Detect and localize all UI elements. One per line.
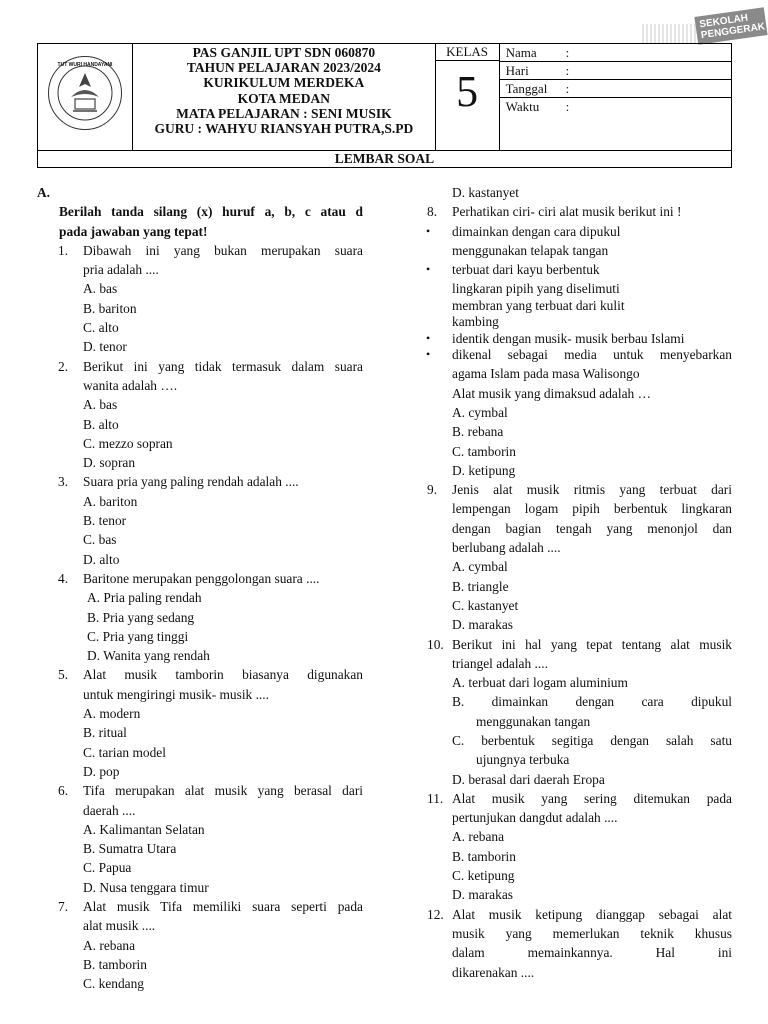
question-text: lingkaran pipih yang diselimuti [452,281,620,297]
question-text: Alat musik ketipung dianggap sebagai alat [452,906,732,922]
question-text: agama Islam pada masa Walisongo [452,366,640,382]
question-line [37,395,363,414]
question-line [37,299,363,318]
info-colon: : [565,81,570,96]
question-line [37,781,363,800]
question-line [37,569,363,588]
question-text: D. marakas [452,617,513,633]
exam-header-table [37,43,732,168]
question-line [426,635,732,654]
question-text: Suara pria yang paling rendah adalah .... [83,474,299,490]
question-line [37,704,363,723]
question-text: membran yang terbuat dari kulit [452,297,625,313]
logo-cell [38,44,133,151]
question-line [426,596,732,615]
bullet-icon: • [426,262,431,277]
question-text: Dibawah ini yang bukan merupakan suara [83,242,363,258]
question-line [426,538,732,557]
question-text: kambing [452,314,499,330]
question-text: identik dengan musik- musik berbau Islami [452,330,685,346]
question-line [426,731,732,750]
question-line [37,376,363,395]
question-line [37,743,363,762]
info-label: Tanggal [505,81,548,96]
question-line [426,692,732,711]
question-line [426,241,732,260]
question-line [426,183,732,202]
question-line [37,723,363,742]
question-line [426,222,732,241]
question-line [426,770,732,789]
bullet-icon: • [426,330,431,345]
question-text: A. bas [83,281,118,297]
right-question-column [426,183,732,982]
question-line [37,974,363,993]
question-text: C. mezzo sopran [83,435,173,451]
question-line [37,665,363,684]
question-text: A. terbuat dari logam aluminium [452,675,628,691]
question-text: dikenal sebagai media untuk menyebarkan [452,347,732,363]
question-line [426,557,732,576]
question-line [37,337,363,356]
question-text: Berikut ini yang tidak termasuk dalam suara [83,358,363,374]
question-number: 12. [427,906,444,922]
question-line [426,750,732,769]
info-label: Hari [505,63,529,78]
question-line [426,615,732,634]
student-info-cell [499,44,731,151]
sheet-label: LEMBAR SOAL [38,151,732,168]
question-line [426,885,732,904]
question-text: pertunjukan dangdut adalah .... [452,810,618,826]
question-text: A. [37,185,51,200]
question-text: dalam memainkannya. Hal ini [452,945,732,961]
question-text: menggunakan tangan [476,713,591,729]
question-text: C. tarian model [83,744,166,760]
question-line [426,789,732,808]
info-row-nama[interactable] [500,44,731,62]
question-line [37,955,363,974]
title-line: TAHUN PELAJARAN 2023/2024 [186,60,381,76]
question-line [37,202,363,221]
question-text: B. ritual [83,725,127,741]
question-line [426,279,732,295]
question-number: 7. [58,898,69,914]
title-line: KURIKULUM MERDEKA [203,75,365,91]
question-text: pria adalah .... [83,262,159,278]
title-cell [133,44,435,151]
question-text: lempengan logam pipih berbentuk lingkaran [452,501,732,517]
question-number: 1. [58,242,69,258]
question-text: triangel adalah .... [452,655,548,671]
question-text: B. Sumatra Utara [83,841,177,857]
question-text: Berilah tanda silang (x) huruf a, b, c atau d [59,204,363,220]
question-line [426,827,732,846]
question-text: D. Wanita yang rendah [87,648,210,664]
question-text: musik yang memerlukan teknik khusus [452,925,732,941]
question-text: D. tenor [83,339,127,355]
question-text: B. Pria yang sedang [87,609,195,625]
question-text: Alat musik yang dimaksud adalah … [452,385,651,401]
question-line [37,588,363,607]
question-number: 2. [58,358,69,374]
question-line [37,936,363,955]
question-text: pada jawaban yang tepat! [59,223,208,239]
title-line: KOTA MEDAN [237,90,331,106]
question-number: 6. [58,783,69,799]
question-line [37,858,363,877]
question-text: C. alto [83,320,119,336]
question-text: C. berbentuk segitiga dengan salah satu [452,732,732,748]
question-line [37,434,363,453]
question-line [426,345,732,364]
question-line [426,442,732,461]
question-line [426,296,732,312]
question-line [426,499,732,518]
question-line [426,260,732,279]
question-line [37,222,363,241]
question-text: Jenis alat musik ritmis yang terbuat dari [452,482,732,498]
question-line [426,364,732,383]
question-line [37,453,363,472]
question-line [37,820,363,839]
question-text: D. alto [83,551,120,567]
info-row-tanggal[interactable] [500,80,731,98]
question-text: C. Pria yang tinggi [87,628,189,644]
question-text: D. marakas [452,887,513,903]
question-line [37,241,363,260]
sekolah-penggerak-watermark [636,4,766,46]
question-line [37,279,363,298]
watermark-text: SEKOLAH PENGGERAK [694,7,767,44]
info-colon: : [565,45,570,60]
question-number: 9. [427,482,438,498]
question-line [37,897,363,916]
info-label: Waktu [505,99,540,114]
question-line [37,878,363,897]
question-text: untuk mengiringi musik- musik .... [83,686,269,702]
question-text: C. bas [83,532,117,548]
question-line [37,260,363,279]
question-line [37,916,363,935]
question-line [426,519,732,538]
question-text: B. tenor [83,513,127,529]
question-text: wanita adalah …. [83,377,178,393]
title-line: GURU : WAHYU RIANSYAH PUTRA,S.PD [154,121,414,137]
question-text: D. kastanyet [452,185,519,200]
question-text: B. triangle [452,578,509,594]
watermark-pattern [642,24,702,44]
question-number: 10. [427,636,444,652]
question-text: D. sopran [83,455,136,471]
question-text: Alat musik tamborin biasanya digunakan [83,667,363,683]
question-text: B. dimainkan dengan cara dipukul [452,694,732,710]
question-line [426,673,732,692]
question-text: A. rebana [83,937,136,953]
question-line [426,480,732,499]
question-line [426,577,732,596]
question-line [426,943,732,962]
question-number: 3. [58,474,69,490]
question-text: B. tamborin [452,848,516,864]
question-text: dimainkan dengan cara dipukul [452,223,621,239]
question-number: 8. [427,204,438,220]
question-text: B. alto [83,416,119,432]
question-line [426,202,732,221]
question-text: dikarenakan .... [452,964,535,980]
question-text: ujungnya terbuka [476,752,570,768]
left-question-column [37,183,363,993]
question-line [37,183,363,202]
info-row-waktu[interactable] [500,98,731,148]
question-line [426,924,732,943]
question-text: D. berasal dari daerah Eropa [452,771,605,787]
question-text: A. cymbal [452,404,508,420]
question-line [426,847,732,866]
title-line: PAS GANJIL UPT SDN 060870 [192,45,376,60]
question-text: A. Kalimantan Selatan [83,821,205,837]
title-line: MATA PELAJARAN : SENI MUSIK [176,105,392,121]
question-text: C. kendang [83,976,144,992]
info-label: Nama [505,45,537,60]
question-line [37,530,363,549]
question-line [426,712,732,731]
question-line [37,801,363,820]
question-text: D. ketipung [452,462,516,478]
question-text: B. rebana [452,424,504,440]
question-text: dengan bagian tengah yang menonjol dan [452,520,732,536]
question-line [426,329,732,345]
question-text: terbuat dari kayu berbentuk [452,262,600,278]
question-text: Baritone merupakan penggolongan suara .... [83,570,320,586]
question-line [37,685,363,704]
question-text: Perhatikan ciri- ciri alat musik berikut ini ! [452,204,682,220]
question-line [37,472,363,491]
question-line [426,905,732,924]
question-text: A. bas [83,397,118,413]
question-number: 5. [58,667,69,683]
question-line [37,627,363,646]
question-text: D. pop [83,763,120,779]
question-text: Tifa merupakan alat musik yang berasal dari [83,783,363,799]
question-text: D. Nusa tenggara timur [83,879,209,895]
info-row-hari[interactable] [500,62,731,80]
bullet-icon: • [426,223,431,238]
question-text: C. tamborin [452,443,516,459]
question-line [426,963,732,982]
question-text: Alat musik yang sering ditemukan pada [452,790,732,806]
question-line [37,357,363,376]
question-text: A. rebana [452,829,505,845]
question-text: A. cymbal [452,559,508,575]
question-line [426,403,732,422]
question-line [37,550,363,569]
question-line [37,415,363,434]
question-text: berlubang adalah .... [452,540,561,556]
bullet-icon: • [426,347,431,362]
question-line [426,312,732,328]
tut-wuri-handayani-logo [48,56,122,130]
question-text: alat musik .... [83,918,156,934]
question-text: daerah .... [83,802,136,818]
question-text: A. bariton [83,493,138,509]
question-line [426,461,732,480]
question-line [426,808,732,827]
question-text: C. ketipung [452,868,515,884]
question-line [426,866,732,885]
question-line [426,384,732,403]
question-text: C. Papua [83,860,132,876]
info-colon: : [565,63,570,78]
question-text: A. Pria paling rendah [87,590,202,606]
question-number: 4. [58,570,69,586]
logo-motto: TUT WURI HANDAYANI [57,62,113,68]
question-text: A. modern [83,706,141,722]
info-colon: : [565,99,570,114]
question-line [426,422,732,441]
question-line [37,492,363,511]
question-line [37,608,363,627]
question-line [426,654,732,673]
question-text: Alat musik Tifa memiliki suara seperti pada [83,898,363,914]
question-number: 11. [427,790,444,806]
question-text: Berikut ini hal yang tepat tentang alat musik [452,636,732,652]
question-text: menggunakan telapak tangan [452,242,609,258]
question-line [37,511,363,530]
kelas-label: KELAS [436,44,499,61]
question-text: B. bariton [83,300,137,316]
question-line [37,318,363,337]
kelas-cell [435,44,499,151]
question-text: C. kastanyet [452,597,519,613]
question-line [37,839,363,858]
question-text: B. tamborin [83,956,147,972]
question-line [37,762,363,781]
question-line [37,646,363,665]
kelas-value: 5 [456,67,479,116]
